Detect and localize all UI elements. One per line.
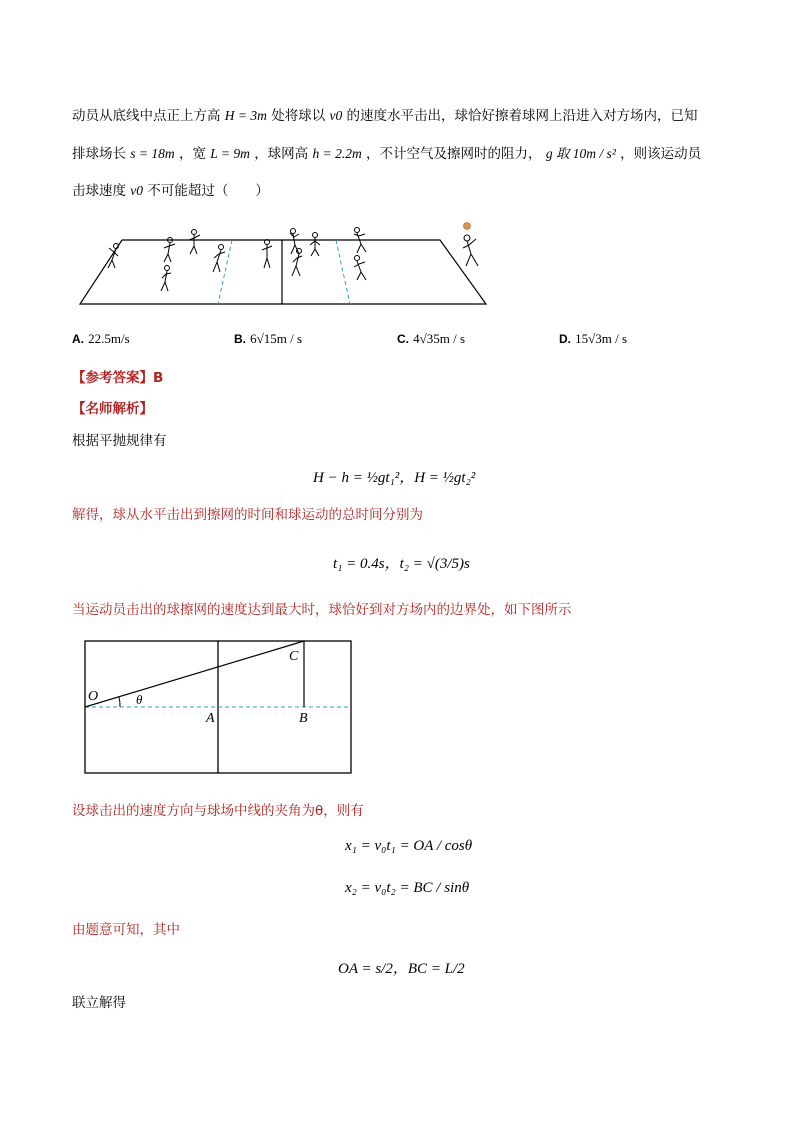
equation-3: x₁ = v₀t₁ = OA / cosθ <box>345 838 473 854</box>
trajectory-OC <box>85 641 304 707</box>
option-a[interactable]: A. 22.5m/s <box>72 331 130 346</box>
problem-line-1: 动员从底线中点正上方高 H = 3m 处将球以 v0 的速度水平击出，球恰好擦着球网上沿进入对方场内，已知 <box>72 108 698 124</box>
analysis-title: 【名师解析】 <box>72 401 153 417</box>
height-H-value: H = 3m <box>224 108 267 123</box>
v0-symbol-2: v0 <box>130 183 144 198</box>
label-A: A <box>206 711 215 726</box>
player-6 <box>262 240 272 269</box>
option-d[interactable]: D. 15√3m / s <box>559 331 628 346</box>
length-s-value: s = 18m <box>130 146 175 161</box>
g-value: g 取 10m / s² <box>545 146 616 161</box>
width-L-value: L = 9m <box>210 146 250 161</box>
analysis-p6: 联立解得 <box>72 995 126 1011</box>
answer-value: B <box>153 370 164 386</box>
volleyball-court-figure <box>76 218 490 310</box>
equation-4: x₂ = v₀t₂ = BC / sinθ <box>345 880 470 896</box>
player-12 <box>463 235 478 266</box>
analysis-p3: 当运动员击出的球擦网的速度达到最大时，球恰好到对方场内的边界处，如下图所示 <box>72 602 572 618</box>
label-theta: θ <box>136 692 143 707</box>
problem-line-2: 排球场长 s = 18m ，宽 L = 9m ，球网高 h = 2.2m ，不计空气及擦网时的阻力， g 取 10m / s² ，则该运动员 <box>72 146 702 162</box>
analysis-p1: 根据平抛规律有 <box>72 433 167 449</box>
players <box>108 228 478 292</box>
label-B: B <box>299 711 308 726</box>
ball-icon <box>464 223 471 230</box>
player-3 <box>189 230 200 255</box>
label-C: C <box>289 649 299 664</box>
player-4 <box>161 266 171 292</box>
player-5 <box>213 245 225 273</box>
player-7 <box>290 229 299 255</box>
analysis-p5: 由题意可知，其中 <box>72 922 180 938</box>
label-O: O <box>88 689 99 704</box>
player-2 <box>164 238 175 263</box>
equation-2: t₁ = 0.4s，t₂ = √(3/5)s <box>333 556 470 572</box>
problem-line-3: 击球速度 v0 不可能超过（ ） <box>72 183 269 199</box>
angle-arc <box>119 697 120 707</box>
analysis-p2: 解得，球从水平击出到擦网的时间和球运动的总时间分别为 <box>72 507 423 523</box>
option-b[interactable]: B. 6√15m / s <box>234 331 303 346</box>
equation-5: OA = s/2，BC = L/2 <box>338 961 465 977</box>
geometry-diagram <box>82 638 354 776</box>
answer-line <box>72 369 163 387</box>
attack-line-right <box>336 240 350 304</box>
player-9 <box>292 249 302 277</box>
player-8 <box>310 233 320 257</box>
option-c[interactable]: C. 4√35m / s <box>397 331 466 346</box>
net-h-value: h = 2.2m <box>312 146 362 161</box>
v0-symbol: v0 <box>329 108 343 123</box>
analysis-p4: 设球击出的速度方向与球场中线的夹角为θ，则有 <box>72 803 364 819</box>
equation-1: H − h = ½gt₁²，H = ½gt₂² <box>313 470 476 486</box>
player-11 <box>354 256 366 281</box>
court-outline <box>80 240 486 304</box>
answer-title: 【参考答案】 <box>72 370 153 386</box>
